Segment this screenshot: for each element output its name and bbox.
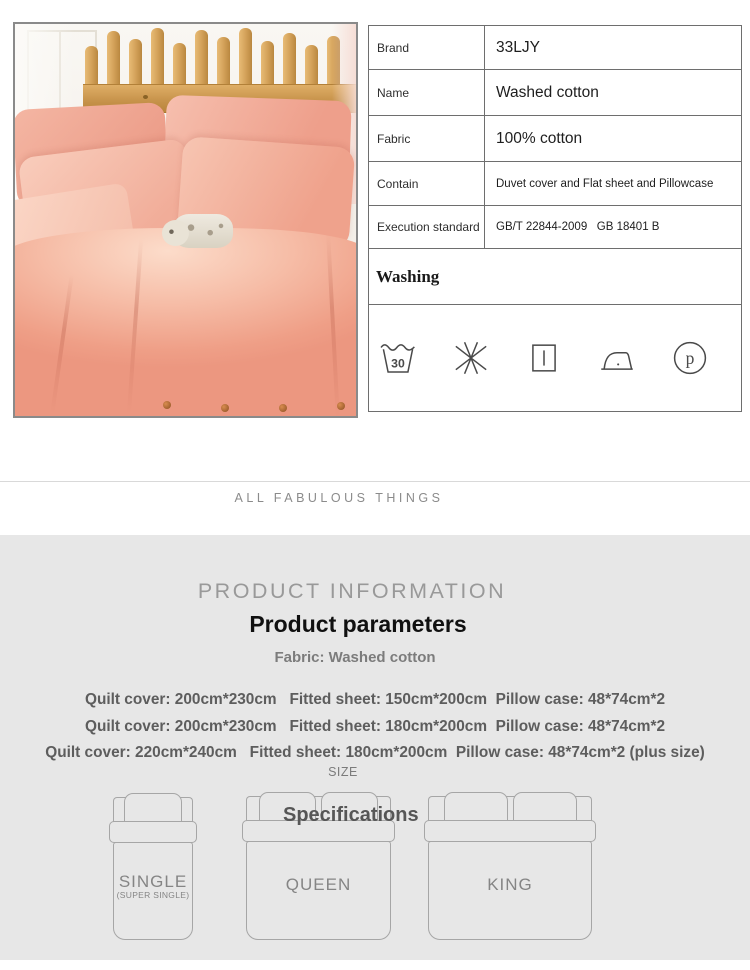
bed-label-wrap — [245, 876, 392, 894]
headboard-slats — [85, 24, 354, 86]
headboard-slat — [283, 33, 296, 86]
spec-label: Fabric — [369, 116, 485, 161]
section-title: PRODUCT INFORMATION — [197, 579, 507, 603]
bed-diagram-king — [427, 790, 593, 940]
table-row — [369, 69, 741, 115]
headboard-slat — [305, 45, 318, 86]
divider-line — [0, 481, 750, 482]
duvet-button — [163, 401, 171, 409]
dry-clean-p-icon — [669, 337, 711, 379]
iron-icon — [596, 337, 638, 379]
specifications-label: Specifications — [283, 804, 419, 826]
table-row — [369, 161, 741, 205]
headboard-slat — [85, 46, 98, 86]
table-row — [369, 26, 741, 69]
spec-label: Contain — [369, 162, 485, 205]
washing-section-label: Washing — [369, 248, 741, 304]
care-icons-row — [369, 304, 741, 411]
size-heading: SIZE — [328, 765, 358, 779]
subtitle: Product parameters — [249, 611, 467, 637]
bed-label-wrap — [427, 876, 593, 894]
bed-diagram-single — [112, 791, 194, 940]
headboard-slat — [261, 41, 274, 86]
bed-sheet-band — [109, 821, 197, 843]
spec-label: Execution standard — [369, 206, 485, 248]
bed-size-sublabel: (SUPER SINGLE) — [116, 889, 190, 900]
bed-label-wrap — [112, 873, 194, 900]
duvet-button — [221, 404, 229, 412]
size-spec-line: Quilt cover: 220cm*240cm Fitted sheet: 180cm*200cm Pillow case: 48*74cm*2 (plus size) — [45, 744, 705, 761]
headboard-slat — [239, 28, 252, 86]
spec-value: GB/T 22844-2009 GB 18401 B — [496, 221, 660, 233]
bed-size-label: QUEEN — [285, 875, 352, 894]
headboard-slat — [173, 43, 186, 86]
headboard-slat — [129, 39, 142, 86]
brand-tagline: ALL FABULOUS THINGS — [234, 491, 444, 505]
spec-value: Duvet cover and Flat sheet and Pillowcase — [496, 177, 714, 190]
spec-label: Brand — [369, 26, 485, 69]
headboard-slat — [195, 30, 208, 86]
do-not-bleach-icon — [450, 337, 492, 379]
svg-text:p: p — [685, 347, 695, 368]
table-row — [369, 205, 741, 248]
wood-knot — [143, 95, 148, 99]
spec-value: Washed cotton — [496, 83, 599, 101]
size-spec-line: Quilt cover: 200cm*230cm Fitted sheet: 150cm*200cm Pillow case: 48*74cm*2 — [84, 691, 666, 708]
bed-size-label: SINGLE — [118, 872, 188, 891]
svg-text:30: 30 — [391, 356, 405, 371]
duvet-button — [279, 404, 287, 412]
spec-label: Name — [369, 70, 485, 115]
product-information-panel — [0, 535, 750, 960]
plush-toy-head — [162, 220, 189, 246]
headboard-slat — [217, 37, 230, 86]
drip-dry-icon — [523, 337, 565, 379]
table-row — [369, 115, 741, 161]
spec-value: 100% cotton — [496, 129, 583, 147]
spec-table — [368, 25, 742, 412]
fabric-line: Fabric: Washed cotton — [274, 649, 436, 666]
duvet-button — [337, 402, 345, 410]
spec-value: 33LJY — [496, 38, 540, 56]
wash-30-icon — [377, 337, 419, 379]
headboard-slat — [107, 31, 120, 86]
product-photo — [13, 22, 358, 418]
size-spec-line: Quilt cover: 200cm*230cm Fitted sheet: 180cm*200cm Pillow case: 48*74cm*2 — [84, 717, 666, 735]
bed-size-label: KING — [487, 875, 533, 894]
bed-sheet-band — [424, 820, 596, 842]
headboard-slat — [151, 28, 164, 86]
size-spec-lines — [0, 687, 750, 767]
